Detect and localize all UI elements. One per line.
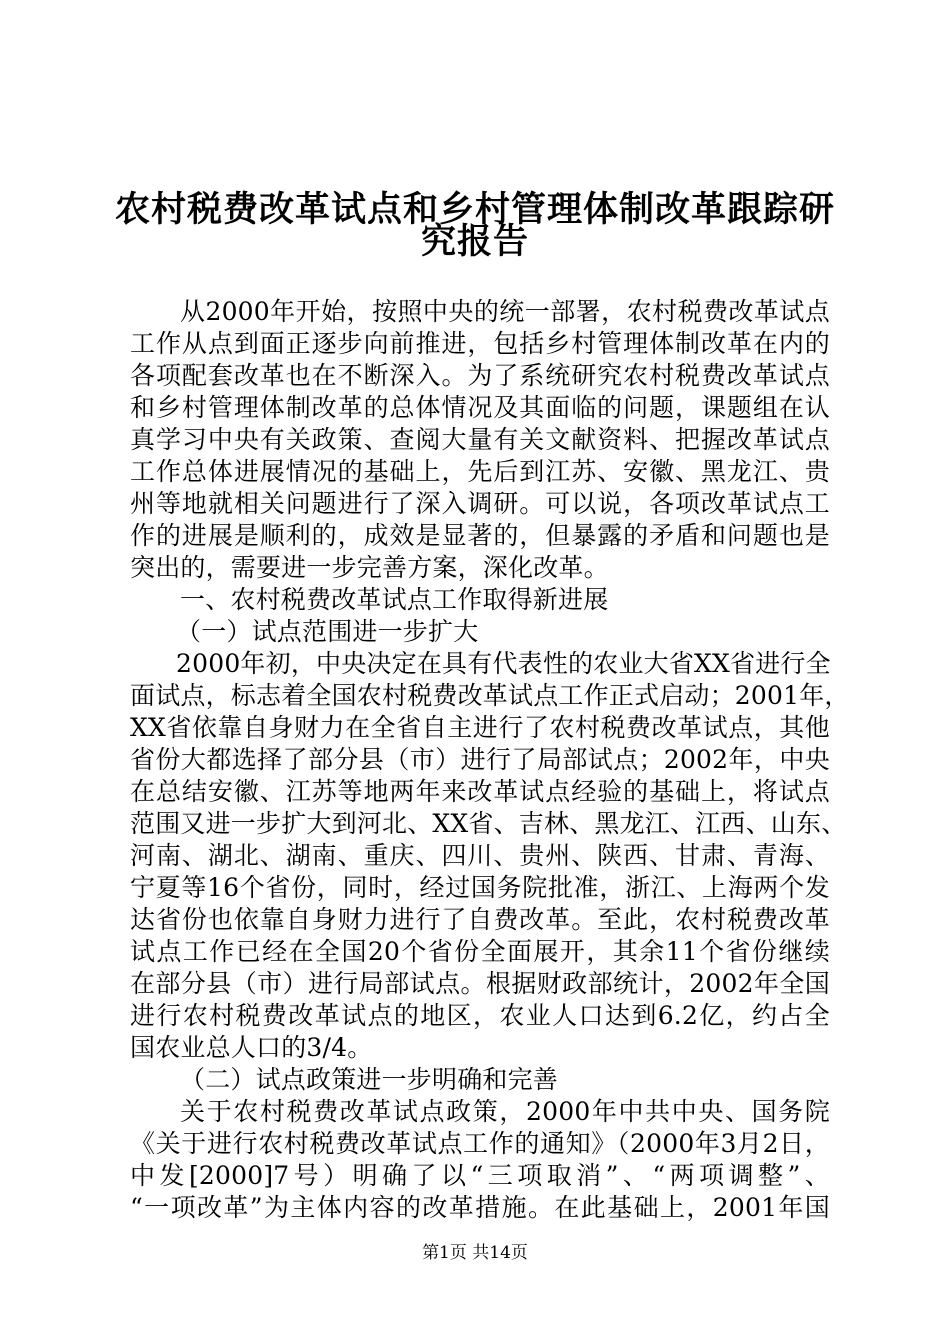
paragraph-line: 达省份也依靠自身财力进行了自费改革。至此，农村税费改革	[130, 905, 830, 934]
paragraph-line: 试点工作已经在全国20个省份全面展开，其余11个省份继续	[130, 937, 830, 966]
subsection-heading: （一）试点范围进一步扩大	[176, 617, 479, 646]
paragraph-line: 关于农村税费改革试点政策，2000年中共中央、国务院	[180, 1097, 830, 1126]
paragraph-line: XX省依靠自身财力在全省自主进行了农村税费改革试点，其他	[130, 713, 830, 742]
paragraph-line: 2000年初，中央决定在具有代表性的农业大省XX省进行全	[176, 649, 831, 678]
paragraph-line: 工作从点到面正逐步向前推进，包括乡村管理体制改革在内的	[130, 329, 830, 358]
paragraph-line: 范围又进一步扩大到河北、XX省、吉林、黑龙江、江西、山东、	[130, 809, 847, 838]
paragraph-line: 州等地就相关问题进行了深入调研。可以说，各项改革试点工	[130, 489, 830, 518]
paragraph-line: 工作总体进展情况的基础上，先后到江苏、安徽、黑龙江、贵	[130, 457, 830, 486]
paragraph-line: 《关于进行农村税费改革试点工作的通知》（2000年3月2日，	[130, 1129, 830, 1158]
paragraph-line: 国农业总人口的3/4。	[130, 1033, 373, 1062]
paragraph-line: 宁夏等16个省份，同时，经过国务院批准，浙江、上海两个发	[130, 873, 830, 902]
subsection-heading: （二）试点政策进一步明确和完善	[180, 1065, 559, 1094]
paragraph-line: 中发[2000]7号）明确了以“三项取消”、“两项调整”、	[130, 1161, 830, 1190]
document-body	[130, 296, 850, 1224]
paragraph-line: 河南、湖北、湖南、重庆、四川、贵州、陕西、甘肃、青海、	[130, 841, 830, 870]
paragraph-line: 突出的，需要进一步完善方案，深化改革。	[130, 553, 609, 582]
paragraph-line: 在总结安徽、江苏等地两年来改革试点经验的基础上，将试点	[130, 777, 830, 806]
paragraph-line: 从2000年开始，按照中央的统一部署，农村税费改革试点	[180, 297, 830, 326]
section-heading: 一、农村税费改革试点工作取得新进展	[180, 585, 609, 614]
paragraph-line: 作的进展是顺利的，成效是显著的，但暴露的矛盾和问题也是	[130, 521, 830, 550]
paragraph-line: 和乡村管理体制改革的总体情况及其面临的问题，课题组在认	[130, 393, 830, 422]
paragraph-line: 真学习中央有关政策、查阅大量有关文献资料、把握改革试点	[130, 425, 830, 454]
document-title-line-1: 农村税费改革试点和乡村管理体制改革跟踪研	[114, 189, 835, 230]
paragraph-line: 进行农村税费改革试点的地区，农业人口达到6.2亿，约占全	[130, 1001, 830, 1030]
paragraph-line: 省份大都选择了部分县（市）进行了局部试点；2002年，中央	[130, 745, 830, 774]
paragraph-line: 在部分县（市）进行局部试点。根据财政部统计，2002年全国	[130, 969, 830, 998]
paragraph-line: 各项配套改革也在不断深入。为了系统研究农村税费改革试点	[130, 361, 830, 390]
paragraph-line: “一项改革”为主体内容的改革措施。在此基础上，2001年国	[130, 1193, 830, 1222]
page-number-footer: 第1页 共14页	[422, 1243, 528, 1263]
paragraph-line: 面试点，标志着全国农村税费改革试点工作正式启动；2001年，	[130, 681, 850, 710]
document-title-line-2: 究报告	[420, 221, 529, 262]
